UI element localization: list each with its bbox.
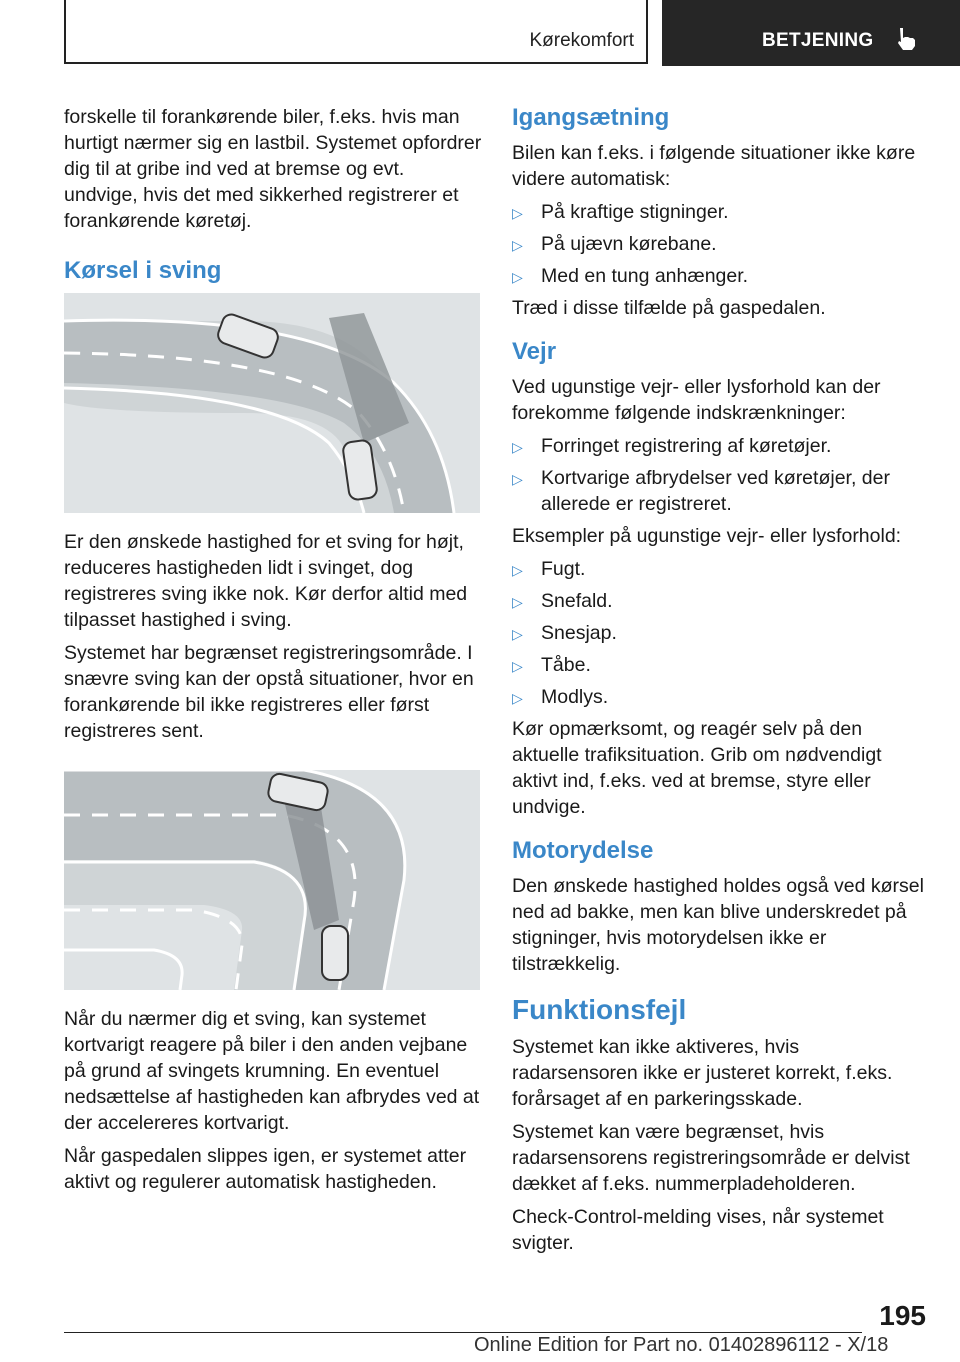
triangle-bullet-icon: ▷ [512,626,523,642]
paragraph-intro: forskelle til forankørende biler, f.eks. hvis man hurtigt nærmer sig en lastbil. Systemet opfordrer dig til at gribe ind ved at bremse og evt. undvige, hvis det med sikkerhed registrerer et forankørende køretøj. [64,106,482,232]
footer-edition: Online Edition for Part no. 01402896112 - X/18 [474,1334,889,1356]
paragraph-fault-1: Systemet kan ikke aktiveres, hvis radarsensoren ikke er justeret korrekt, f.eks. forårsaget af en parkeringsskade. [512,1036,893,1110]
paragraph-weather: Ved ugunstige vejr- eller lysforhold kan der forekomme følgende indskrænkninger: [512,376,881,424]
right-column [512,104,930,1263]
curve-illustration-1 [64,293,480,513]
paragraph-fault-2: Systemet kan være begrænset, hvis radarsensorens registreringsområde er delvist dækket af f.eks. nummerpladeholderen. [512,1121,910,1195]
triangle-bullet-icon: ▷ [512,658,523,674]
triangle-bullet-icon: ▷ [512,690,523,706]
header-chapter-tab [662,0,960,66]
triangle-bullet-icon: ▷ [512,237,523,253]
paragraph-start: Bilen kan f.eks. i følgende situationer ikke køre videre automatisk: [512,142,916,190]
list-item: ▷ Forringet registrering af køretøjer. [512,433,930,459]
header-section-title: Kørekomfort [529,30,634,51]
footer-divider [64,1332,862,1333]
curve-illustration-2 [64,770,480,990]
paragraph-curve-3: Når du nærmer dig et sving, kan systemet kortvarigt reagere på biler i den anden vejbane på grund af svingets krumning. En eventuel nedsættelse af hastigheden kan afbrydes ved at der accelereres kortvarigt. [64,1008,480,1134]
pointing-hand-icon [894,26,918,52]
paragraph-fault-3: Check-Control-melding vises, når systemet svigter. [512,1206,884,1254]
weather-list [512,433,930,517]
page-number: 195 [879,1300,926,1331]
paragraph-curve-1: Er den ønskede hastighed for et sving for højt, reduceres hastigheden lidt i svinget, dog registreres sving ikke nok. Kør derfor altid med tilpasset hastighed i sving. [64,531,468,631]
paragraph-curve-2: Systemet har begrænset registreringsområde. I snævre sving kan der opstå situationer, hvor en forankørende bil ikke registreres eller først registreres sent. [64,642,474,742]
list-item: ▷ Tåbe. [512,652,930,678]
triangle-bullet-icon: ▷ [512,562,523,578]
triangle-bullet-icon: ▷ [512,269,523,285]
triangle-bullet-icon: ▷ [512,594,523,610]
heading-fault: Funktionsfejl [512,994,687,1025]
weather-example-list [512,556,930,710]
header-chapter-title: BETJENING [762,30,874,51]
triangle-bullet-icon: ▷ [512,205,523,221]
list-item: ▷ Snesjap. [512,620,930,646]
heading-start: Igangsætning [512,104,670,131]
header-section-box [64,0,648,64]
list-item: ▷ Snefald. [512,588,930,614]
heading-weather: Vejr [512,338,557,365]
list-item: ▷ Med en tung anhænger. [512,263,930,289]
start-list [512,199,930,289]
triangle-bullet-icon: ▷ [512,439,523,455]
paragraph-weather-end: Kør opmærksomt, og reagér selv på den aktuelle trafiksituation. Grib om nødvendigt aktivt ind, f.eks. ved at bremse, styre eller undvige. [512,718,882,818]
heading-engine: Motorydelse [512,837,654,864]
list-item: ▷ Modlys. [512,684,930,710]
list-item: ▷ Kortvarige afbrydelser ved køretøjer, der allerede er registreret. [512,467,890,515]
list-item: ▷ Fugt. [512,556,930,582]
heading-curve-driving: Kørsel i sving [64,257,222,284]
paragraph-start-end: Træd i disse tilfælde på gaspedalen. [512,297,826,319]
triangle-bullet-icon: ▷ [512,471,523,487]
list-item: ▷ På ujævn kørebane. [512,231,930,257]
list-item: ▷ På kraftige stigninger. [512,199,930,225]
paragraph-curve-4: Når gaspedalen slippes igen, er systemet atter aktivt og regulerer automatisk hastigheden. [64,1145,467,1193]
paragraph-weather-examples: Eksempler på ugunstige vejr- eller lysforhold: [512,525,902,547]
paragraph-engine: Den ønskede hastighed holdes også ved kørsel ned ad bakke, men kan blive underskredet på stigninger, hvis motorydelsen ikke er tilstrækkelig. [512,875,924,975]
left-column [64,104,482,1202]
